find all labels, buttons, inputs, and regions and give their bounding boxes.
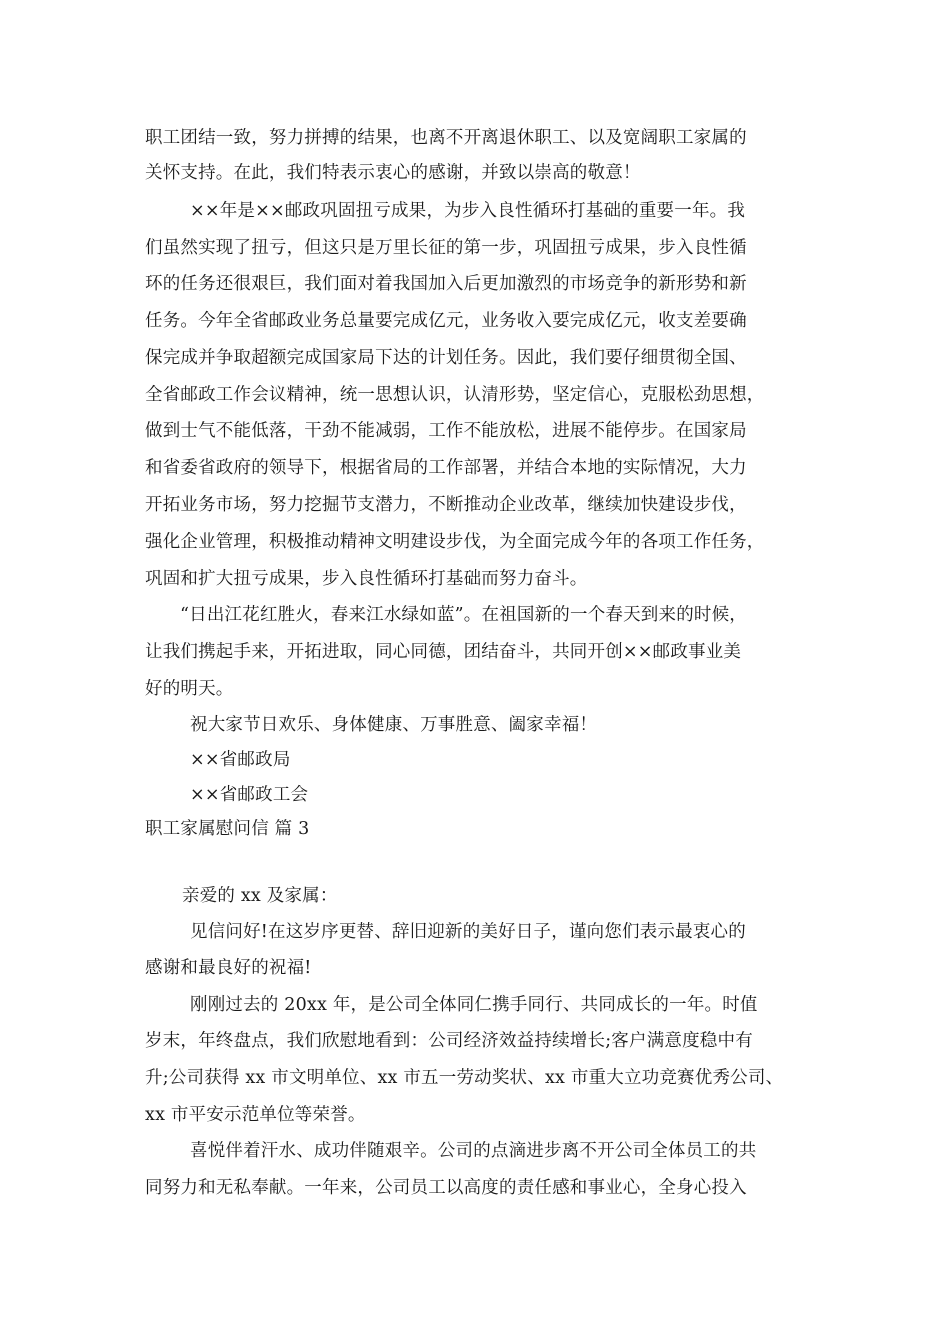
- text-line: ××省邮政工会: [190, 785, 309, 805]
- text-line: ××年是××邮政巩固扭亏成果，为步入良性循环打基础的重要一年。我: [190, 201, 746, 221]
- text-line: 环的任务还很艰巨，我们面对着我国加入后更加激烈的市场竞争的新形势和新: [145, 274, 747, 294]
- text-line: 保完成并争取超额完成国家局下达的计划任务。因此，我们要仔细贯彻全国、: [145, 348, 747, 368]
- text-line: 同努力和无私奉献。一年来，公司员工以高度的责任感和事业心，全身心投入: [145, 1178, 747, 1198]
- text-line: 和省委省政府的领导下，根据省局的工作部署，并结合本地的实际情况，大力: [145, 458, 747, 478]
- text-line: xx 市平安示范单位等荣誉。: [145, 1105, 366, 1125]
- text-line: 喜悦伴着汗水、成功伴随艰辛。公司的点滴进步离不开公司全体员工的共: [190, 1141, 757, 1161]
- text-line: 升;公司获得 xx 市文明单位、xx 市五一劳动奖状、xx 市重大立功竞赛优秀公司、: [145, 1068, 784, 1088]
- text-line: 强化企业管理，积极推动精神文明建设步伐，为全面完成今年的各项工作任务，: [145, 532, 765, 552]
- text-line: 关怀支持。在此，我们特表示衷心的感谢，并致以崇高的敬意！: [145, 163, 641, 183]
- section-heading: 职工家属慰问信 篇 3: [145, 819, 310, 839]
- text-line: ××省邮政局: [190, 750, 291, 770]
- text-line: 做到士气不能低落，干劲不能减弱，工作不能放松，进展不能停步。在国家局: [145, 421, 747, 441]
- salutation: 亲爱的 xx 及家属：: [182, 886, 338, 906]
- text-line: 们虽然实现了扭亏，但这只是万里长征的第一步，巩固扭亏成果，步入良性循: [145, 238, 747, 258]
- text-line: 感谢和最良好的祝福!: [145, 958, 312, 978]
- text-line: 刚刚过去的 20xx 年，是公司全体同仁携手同行、共同成长的一年。时值: [190, 995, 758, 1015]
- text-line: 开拓业务市场，努力挖掘节支潜力，不断推动企业改革，继续加快建设步伐，: [145, 495, 747, 515]
- text-line: “日出江花红胜火，春来江水绿如蓝”。在祖国新的一个春天到来的时候，: [180, 605, 747, 625]
- text-line: 岁末，年终盘点，我们欣慰地看到：公司经济效益持续增长;客户满意度稳中有: [145, 1031, 753, 1051]
- text-line: 好的明天。: [145, 679, 234, 699]
- text-line: 祝大家节日欢乐、身体健康、万事胜意、阖家幸福！: [190, 715, 598, 735]
- text-line: 任务。今年全省邮政业务总量要完成亿元，业务收入要完成亿元，收支差要确: [145, 311, 747, 331]
- text-line: 巩固和扩大扭亏成果，步入良性循环打基础而努力奋斗。: [145, 569, 588, 589]
- text-line: 让我们携起手来，开拓进取，同心同德，团结奋斗，共同开创××邮政事业美: [145, 642, 742, 662]
- text-line: 见信问好!在这岁序更替、辞旧迎新的美好日子，谨向您们表示最衷心的: [190, 922, 746, 942]
- text-line: 职工团结一致，努力拼搏的结果，也离不开离退休职工、以及宽阔职工家属的: [145, 128, 747, 148]
- text-line: 全省邮政工作会议精神，统一思想认识，认清形势，坚定信心，克服松劲思想，: [145, 385, 765, 405]
